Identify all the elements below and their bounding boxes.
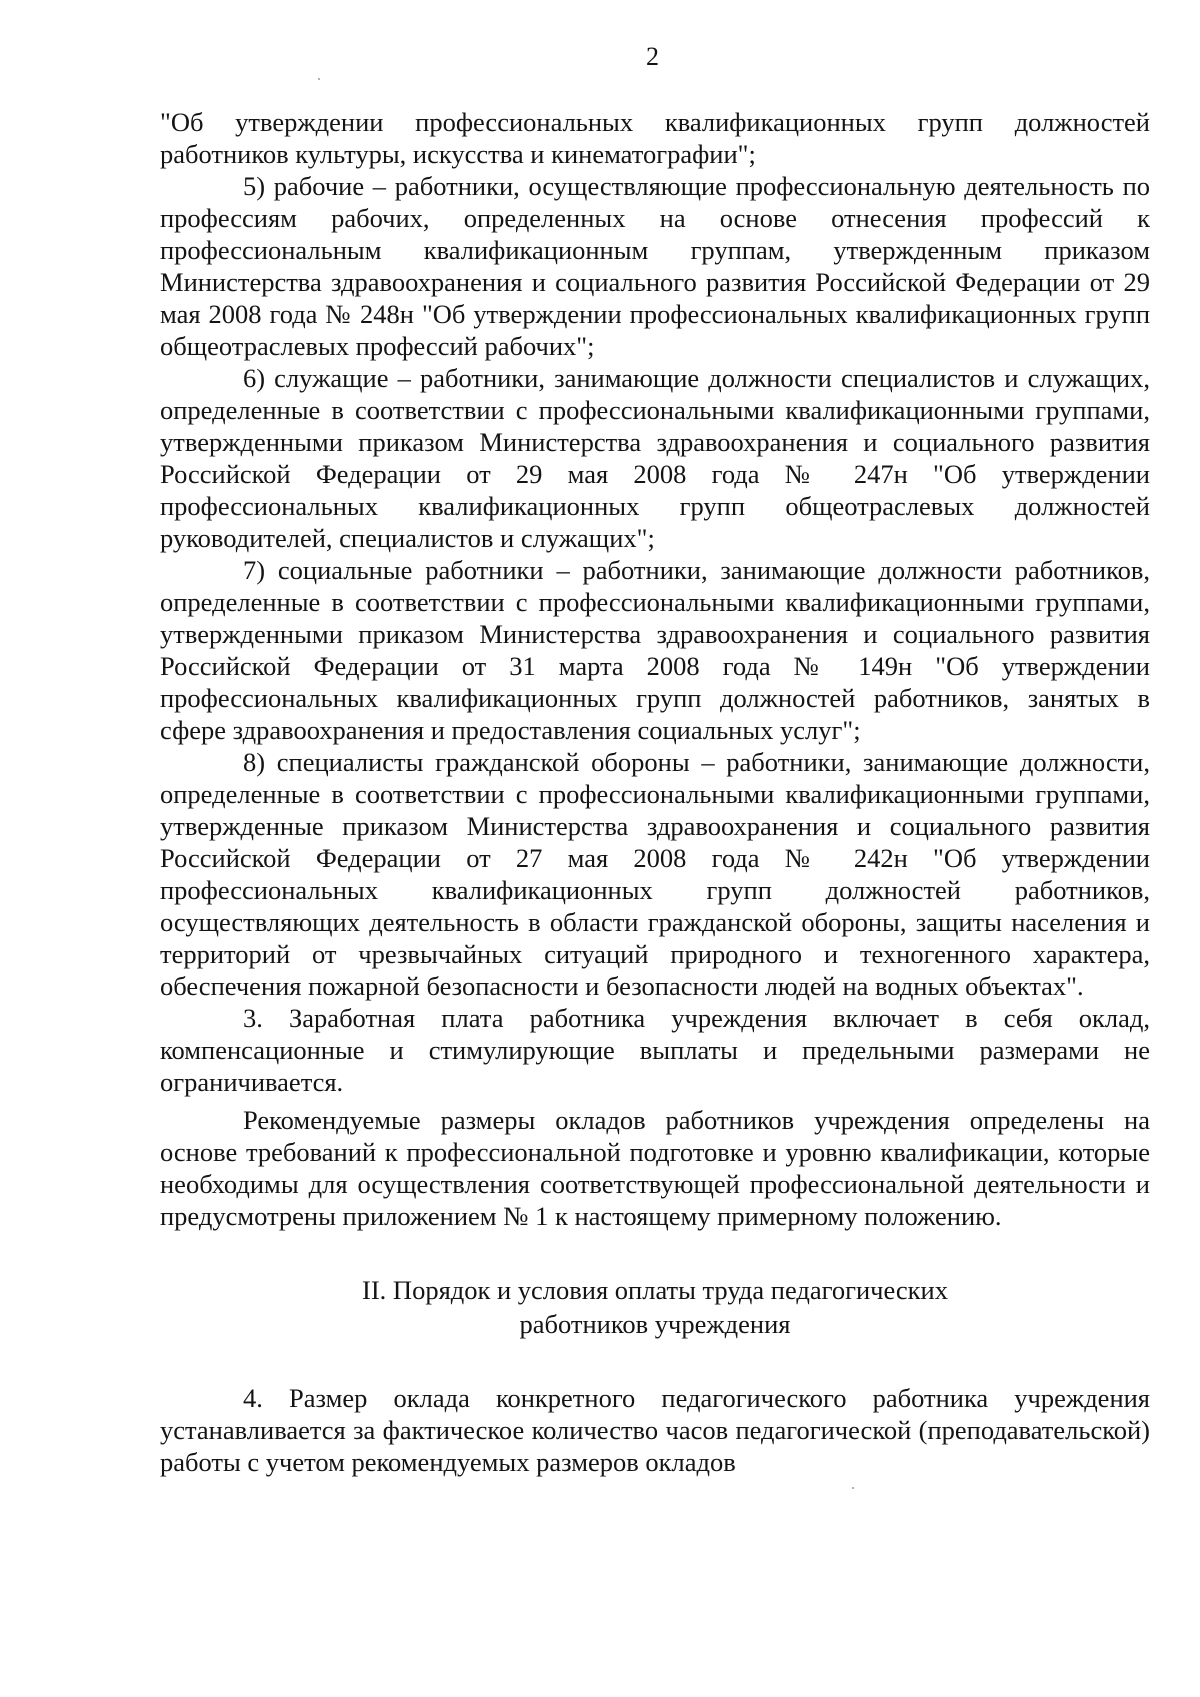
paragraph-social-workers: 7) социальные работники – работники, занимающие должности работников, определенные в соответствии с профессиональными квалификационными группами, утвержденными приказом Министерства здравоохранения и социального развития Российской Федерации от 31 марта 2008 года № 149н "Об утверждении профессиональных квалификационных групп должностей работников, занятых в сфере здравоохранения и предоставления социальных услуг"; — [160, 555, 1150, 745]
paragraph-workers: 5) рабочие – работники, осуществляющие профессиональную деятельность по профессиям рабочих, определенных на основе отнесения профессий к профессиональным квалификационным группам, утвержденным приказом Министерства здравоохранения и социального развития Российской Федерации от 29 мая 2008 года № 248н "Об утверждении профессиональных квалификационных групп общеотраслевых профессий рабочих"; — [160, 171, 1150, 361]
paragraph-recommended-salaries: Рекомендуемые размеры окладов работников учреждения определены на основе требований к профессиональной подготовке и уровню квалификации, которые необходимы для осуществления соответствующей профессиональной деятельности и предусмотрены приложением № 1 к настоящему примерному положению. — [160, 1105, 1150, 1231]
page-number: 2 — [646, 42, 659, 71]
section-heading-line-2: работников учреждения — [519, 1309, 791, 1339]
paragraph-continuation: "Об утверждении профессиональных квалификационных групп должностей работников культуры, искусства и кинематографии"; — [160, 107, 1150, 169]
scan-speck — [852, 1487, 854, 1489]
paragraph-civil-defense: 8) специалисты гражданской обороны – работники, занимающие должности, определенные в соответствии с профессиональными квалификационными группами, утвержденные приказом Министерства здравоохранения и социального развития Российской Федерации от 27 мая 2008 года № 242н "Об утверждении профессиональных квалификационных групп должностей работников, осуществляющих деятельность в области гражданской обороны, защиты населения и территорий от чрезвычайных ситуаций природного и техногенного характера, обеспечения пожарной безопасности и безопасности людей на водных объектах". — [160, 747, 1150, 1001]
section-heading-line-1: II. Порядок и условия оплаты труда педагогических — [362, 1275, 948, 1305]
paragraph-teacher-salary: 4. Размер оклада конкретного педагогического работника учреждения устанавливается за фактическое количество часов педагогической (преподавательской) работы с учетом рекомендуемых размеров окладов — [160, 1383, 1150, 1477]
paragraph-employees: 6) служащие – работники, занимающие должности специалистов и служащих, определенные в соответствии с профессиональными квалификационными группами, утвержденными приказом Министерства здравоохранения и социального развития Российской Федерации от 29 мая 2008 года № 247н "Об утверждении профессиональных квалификационных групп общеотраслевых должностей руководителей, специалистов и служащих"; — [160, 363, 1150, 553]
document-body — [160, 106, 1150, 1478]
paragraph-salary: 3. Заработная плата работника учреждения включает в себя оклад, компенсационные и стимулирующие выплаты и предельными размерами не ограничивается. — [160, 1003, 1150, 1097]
section-heading — [160, 1273, 1150, 1341]
scan-speck — [318, 78, 320, 80]
